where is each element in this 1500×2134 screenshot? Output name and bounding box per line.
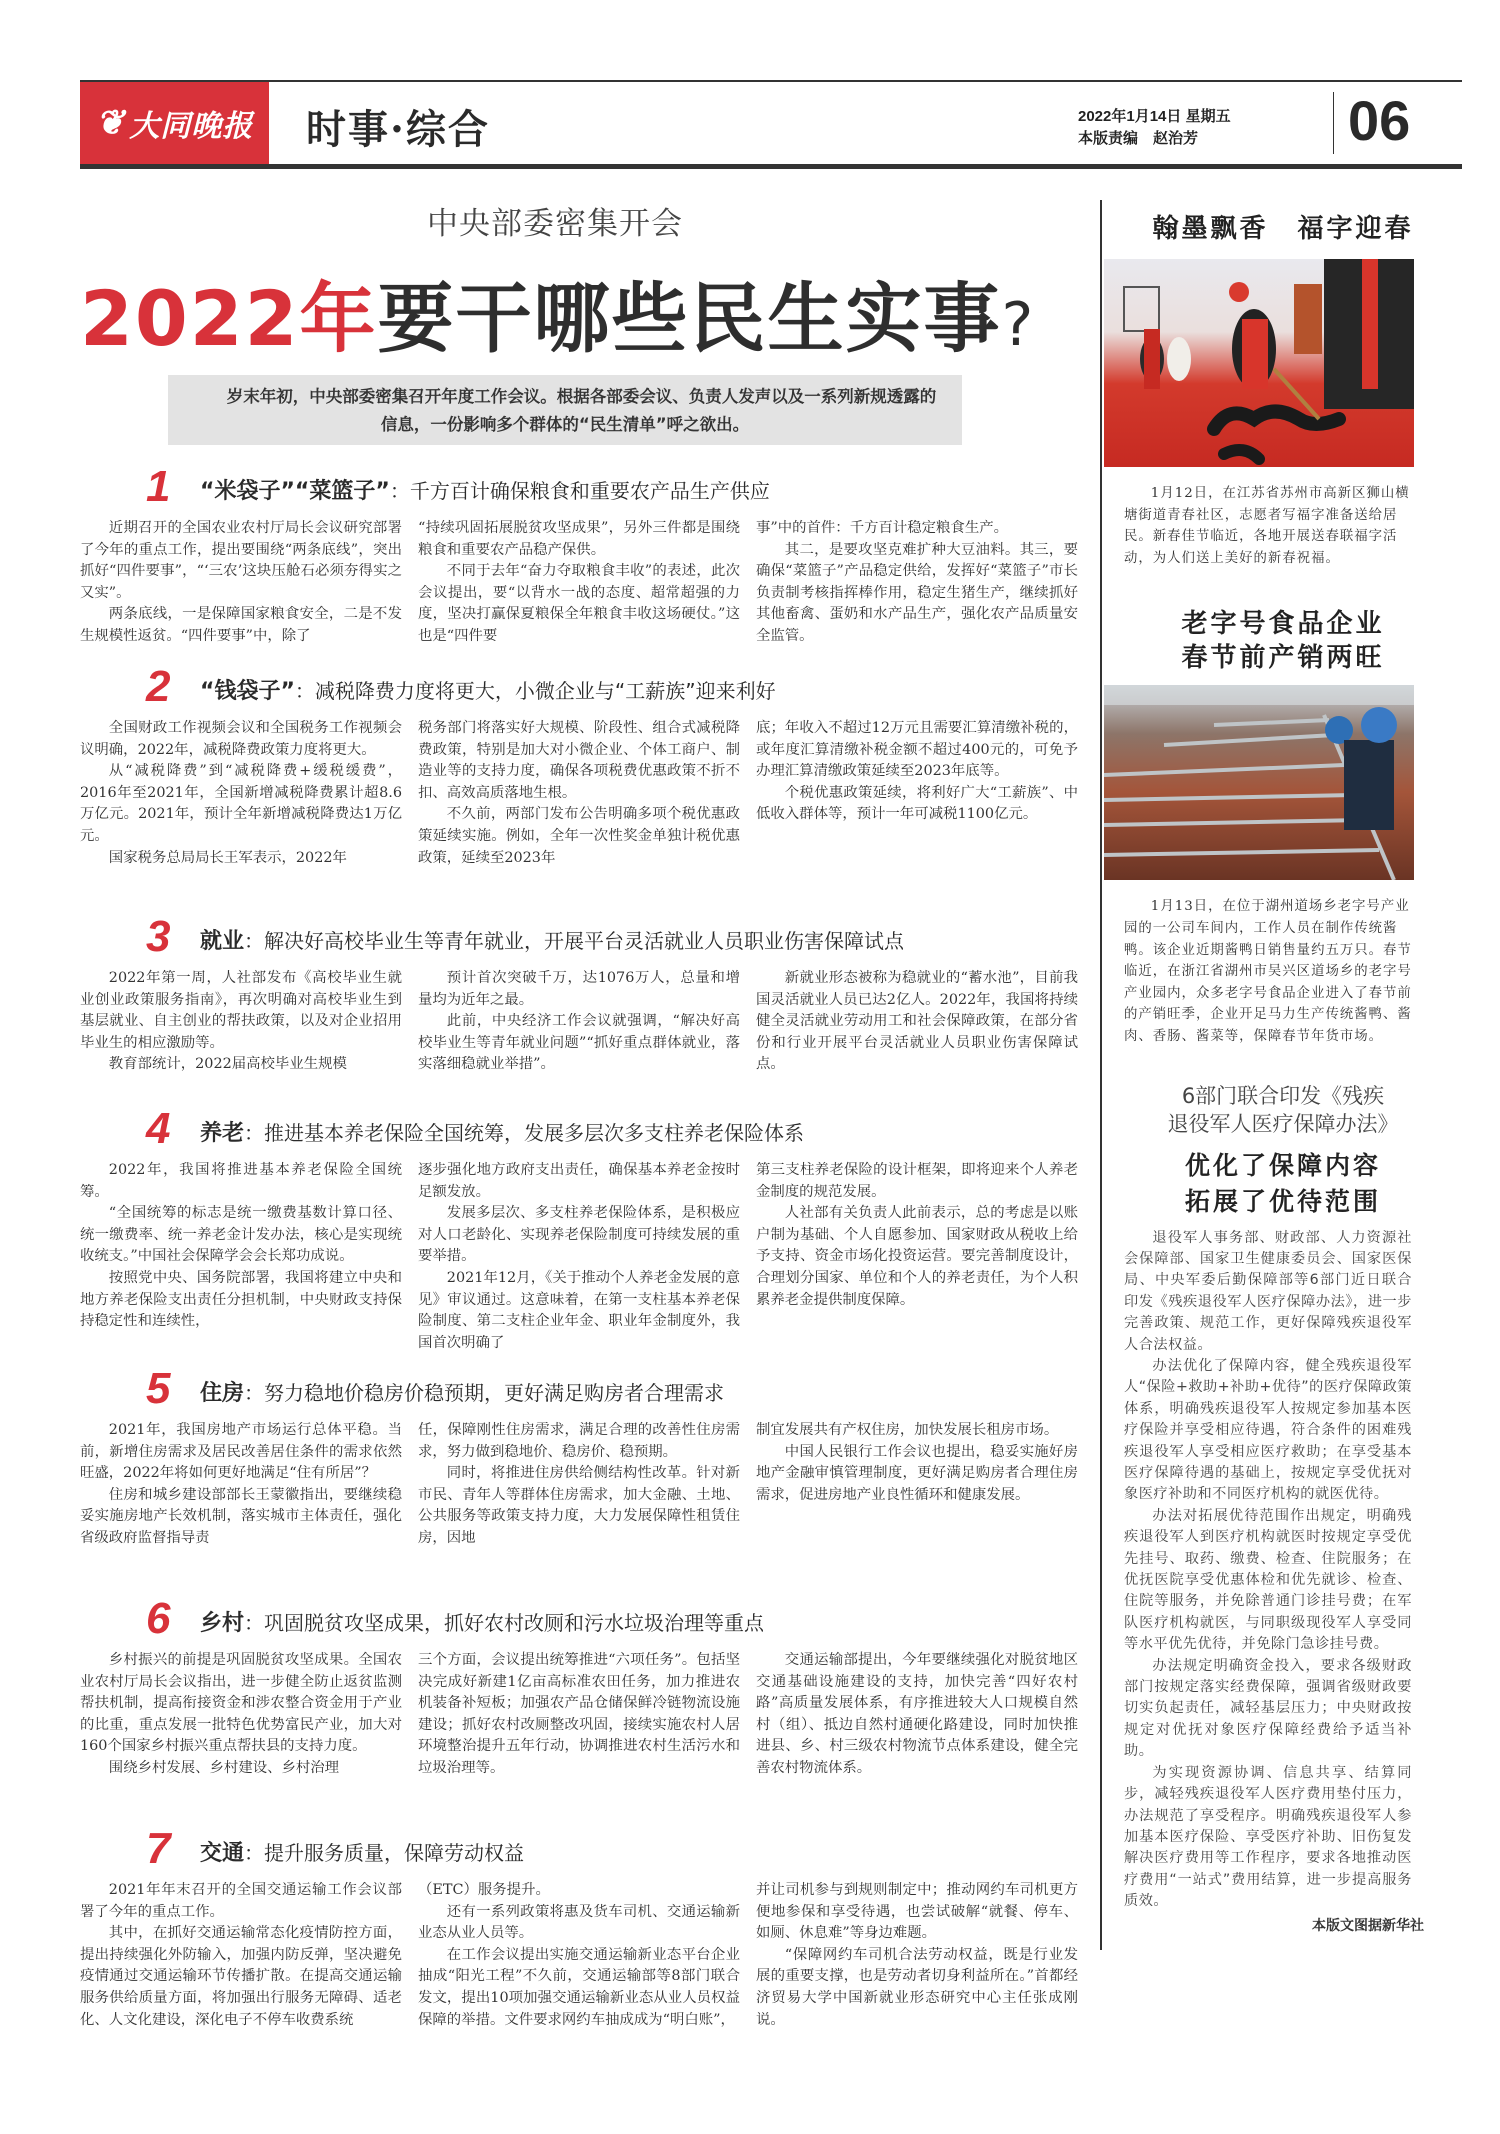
paragraph: 三个方面，会议提出统筹推进“六项任务”。包括坚决完成好新建1亿亩高标准农田任务，加力推进农机装备补短板；加强农产品仓储保鲜冷链物流设施建设；抓好农村改厕整改巩固，接续实施农村人居环境整治提升五年行动，协调推进农村生活污水和垃圾治理等。 bbox=[418, 1652, 740, 1776]
paragraph: 不同于去年“奋力夺取粮食丰收”的表述，此次会议提出，要“以背水一战的态度、超常超强的力度，坚决打赢保夏粮保全年粮食丰收这场硬仗。”这也是“四件要 bbox=[418, 563, 740, 644]
section-topic: 住房 bbox=[200, 1381, 245, 1406]
paragraph: 人社部有关负责人此前表示，总的考虑是以账户制为基础、个人自愿参加、国家财政从税收上给予支持、资金市场化投资运营。要完善制度设计，合理划分国家、单位和个人的养老责任，为个人积累养老金提供制度保障。 bbox=[756, 1205, 1078, 1308]
paragraph: 办法优化了保障内容，健全残疾退役军人“保险+救助+补助+优待”的医疗保障政策体系，明确残疾退役军人按规定参加基本医疗保险并享受相应待遇，符合条件的困难残疾退役军人享受相应医疗救助；在享受基本医疗保障待遇的基础上，按规定享受优抚对象医疗补助和不同医疗机构的就医优待。 bbox=[1124, 1357, 1412, 1503]
section-number: 6 bbox=[146, 1594, 171, 1643]
text-column bbox=[80, 1880, 402, 2031]
headline-kicker: 中央部委密集开会 bbox=[427, 206, 683, 242]
paragraph: 第三支柱养老保险的设计框架，即将迎来个人养老金制度的规范发展。 bbox=[756, 1162, 1078, 1200]
logo-text: 大同晚报 bbox=[129, 109, 254, 144]
section-title bbox=[200, 924, 904, 955]
story3-kicker bbox=[1102, 1082, 1464, 1138]
section-number: 1 bbox=[146, 462, 171, 511]
sidebar bbox=[1100, 200, 1464, 1950]
text-column bbox=[418, 518, 740, 648]
text-column bbox=[756, 1420, 1078, 1550]
paragraph: 办法规定明确资金投入，要求各级财政部门按规定落实经费保障，强调省级财政要切实负起责任，减轻基层压力；中央财政按规定对优抚对象医疗保障经费给予适当补助。 bbox=[1124, 1657, 1412, 1760]
title-line: 春节前产销两旺 bbox=[1181, 643, 1385, 674]
text-column bbox=[80, 518, 402, 648]
paragraph: 交通运输部提出，今年要继续强化对脱贫地区交通基础设施建设的支持，加快完善“四好农村路”高质量发展体系，有序推进较大人口规模自然村（组）、抵边自然村通硬化路建设，同时加快推进县、乡、村三级农村物流节点体系建设，健全完善农村物流体系。 bbox=[756, 1652, 1078, 1776]
paragraph: 2021年，我国房地产市场运行总体平稳。当前，新增住房需求及居民改善居住条件的需求依然旺盛，2022年将如何更好地满足“住有所居”？ bbox=[80, 1422, 402, 1482]
paragraph: 围绕乡村发展、乡村建设、乡村治理 bbox=[108, 1759, 340, 1776]
paragraph: 国家税务总局局长王军表示，2022年 bbox=[108, 849, 347, 866]
paragraph: 不久前，两部门发布公告明确多项个税优惠政策延续实施。例如，全年一次性奖金单独计税优惠政策，延续至2023年 bbox=[418, 806, 740, 866]
paragraph: 逐步强化地方政府支出责任，确保基本养老金按时足额发放。 bbox=[418, 1162, 740, 1200]
paragraph: 还有一系列政策将惠及货车司机、交通运输新业态从业人员等。 bbox=[418, 1903, 740, 1942]
divider bbox=[1333, 92, 1334, 154]
story2-title bbox=[1102, 607, 1464, 675]
calligraphy-photo[interactable] bbox=[1104, 259, 1414, 467]
story3-title bbox=[1102, 1148, 1464, 1220]
headline-year: 2022年 bbox=[80, 274, 378, 363]
section-subtitle: ：巩固脱贫攻坚成果，抓好农村改厕和污水垃圾治理等重点 bbox=[244, 1611, 765, 1635]
paragraph: 任，保障刚性住房需求，满足合理的改善性住房需求，努力做到稳地价、稳房价、稳预期。 bbox=[418, 1422, 740, 1460]
text-column bbox=[80, 1420, 402, 1550]
paragraph: 办法对拓展优待范围作出规定，明确残疾退役军人到医疗机构就医时按规定享受优先挂号、取药、缴费、检查、住院服务；在优抚医院享受优惠体检和优先就诊、检查、住院等服务，并免除普通门诊挂号费；在军队医疗机构就医，与同职级现役军人享受同等水平优先优待，并免除门急诊挂号费。 bbox=[1124, 1507, 1412, 1653]
text-column bbox=[756, 1650, 1078, 1780]
section-header bbox=[80, 1364, 1080, 1413]
paragraph: 教育部统计，2022届高校毕业生规模 bbox=[108, 1056, 347, 1073]
section-title bbox=[200, 474, 770, 505]
paragraph: 并让司机参与到规则制定中；推动网约车司机更方便地参保和享受待遇，也尝试破解“就餐、停车、如厕、休息难”等身边难题。 bbox=[756, 1882, 1078, 1942]
section-subtitle: ：提升服务质量，保障劳动权益 bbox=[244, 1841, 525, 1865]
title-line: 拓展了优待范围 bbox=[1184, 1186, 1381, 1216]
section-columns bbox=[80, 1650, 1080, 1780]
text-column bbox=[80, 968, 402, 1076]
paragraph: 两条底线，一是保障国家粮食安全，二是不发生规模性返贫。“四件要事”中，除了 bbox=[80, 606, 402, 644]
paragraph: 住房和城乡建设部部长王蒙徽指出，要继续稳妥实施房地产长效机制，落实城市主体责任，强化省级政府监督指导责 bbox=[80, 1486, 402, 1546]
paragraph: 底；年收入不超过12万元且需要汇算清缴补税的，或年度汇算清缴补税金额不超过400元的，可免予办理汇算清缴政策延续至2023年底等。 bbox=[756, 720, 1078, 780]
article-section bbox=[80, 912, 1080, 1076]
article-section bbox=[80, 1104, 1080, 1354]
article-section bbox=[80, 1364, 1080, 1550]
section-topic: “钱袋子” bbox=[200, 679, 295, 704]
text-column bbox=[418, 968, 740, 1076]
paragraph: 2021年12月，《关于推动个人养老金发展的意见》审议通过。这意味着，在第一支柱基本养老保险制度、第二支柱企业年金、职业年金制度外，我国首次明确了 bbox=[418, 1269, 740, 1351]
photo-credit: 本版文图据新华社 bbox=[1312, 1917, 1424, 1934]
paragraph: 乡村振兴的前提是巩固脱贫攻坚成果。全国农业农村厅局长会议指出，进一步健全防止返贫监测帮扶机制，提高衔接资金和涉农整合资金用于产业的比重，重点发展一批特色优势富民产业，加大对160个国家乡村振兴重点帮扶县的支持力度。 bbox=[80, 1652, 402, 1755]
kicker-line: 退役军人医疗保障办法》 bbox=[1167, 1111, 1399, 1136]
text-column bbox=[756, 968, 1078, 1076]
photo-illustration-icon bbox=[1104, 259, 1414, 467]
paragraph: 发展多层次、多支柱养老保险体系，是积极应对人口老龄化、实现养老保险制度可持续发展的重要举措。 bbox=[418, 1205, 740, 1265]
article-section bbox=[80, 462, 1080, 648]
dateline bbox=[1078, 106, 1231, 150]
story3-body bbox=[1124, 1228, 1412, 1913]
section-topic: 养老 bbox=[200, 1121, 245, 1146]
paragraph: 为实现资源协调、信息共享、结算同步，减轻残疾退役军人医疗费用垫付压力，办法规范了享受程序。明确残疾退役军人参加基本医疗保险、享受医疗补助、旧伤复发解决医疗费用等工作程序，要求各地推动医疗费用“一站式”费用结算，进一步提高服务质效。 bbox=[1124, 1764, 1412, 1910]
section-title bbox=[200, 1836, 524, 1867]
article-section bbox=[80, 1594, 1080, 1780]
section-columns bbox=[80, 968, 1080, 1076]
section-number: 3 bbox=[146, 912, 171, 961]
section-subtitle: ：减税降费力度将更大，小微企业与“工薪族”迎来利好 bbox=[294, 679, 776, 703]
section-columns bbox=[80, 718, 1080, 869]
text-column bbox=[418, 1880, 740, 2031]
photo-illustration-icon bbox=[1104, 685, 1414, 880]
paragraph: 近期召开的全国农业农村厅局长会议研究部署了今年的重点工作，提出要围绕“两条底线”，突出抓好“四件要事”，“‘三农’这块压舱石必须夯得实之又实”。 bbox=[80, 520, 402, 601]
section-subtitle: ：推进基本养老保险全国统筹，发展多层次多支柱养老保险体系 bbox=[244, 1121, 805, 1145]
paragraph: 制宜发展共有产权住房，加快发展长租房市场。 bbox=[756, 1422, 1059, 1438]
article-section bbox=[80, 662, 1080, 869]
paragraph: 全国财政工作视频会议和全国税务工作视频会议明确，2022年，减税降费政策力度将更大。 bbox=[80, 720, 402, 758]
paragraph: 2022年第一周，人社部发布《高校毕业生就业创业政策服务指南》，再次明确对高校毕业生到基层就业、自主创业的帮扶政策，以及对企业招用毕业生的相应激励等。 bbox=[80, 970, 402, 1051]
text-column bbox=[80, 1650, 402, 1780]
paragraph: 2022年，我国将推进基本养老保险全国统筹。 bbox=[80, 1162, 402, 1200]
text-column bbox=[418, 718, 740, 869]
section-header bbox=[80, 912, 1080, 961]
text-column bbox=[418, 1420, 740, 1550]
section-number: 2 bbox=[146, 662, 171, 711]
section-columns bbox=[80, 518, 1080, 648]
text-column bbox=[756, 518, 1078, 648]
text-column bbox=[418, 1650, 740, 1780]
section-topic: 就业 bbox=[200, 929, 245, 954]
paragraph: 从“减税降费”到“减税降费+缓税缓费”，2016年至2021年，全国新增减税降费累计超8.6万亿元。2021年，预计全年新增减税降费达1万亿元。 bbox=[80, 763, 402, 844]
paragraph: “持续巩固拓展脱贫攻坚成果”，另外三件都是围绕粮食和重要农产品稳产保供。 bbox=[418, 520, 740, 558]
section-header bbox=[80, 662, 1080, 711]
paragraph: 退役军人事务部、财政部、人力资源社会保障部、国家卫生健康委员会、国家医保局、中央军委后勤保障部等6部门近日联合印发《残疾退役军人医疗保障办法》，进一步完善政策、规范工作，更好保障残疾退役军人合法权益。 bbox=[1124, 1229, 1412, 1353]
text-column bbox=[756, 1160, 1078, 1354]
newspaper-logo[interactable] bbox=[80, 82, 269, 164]
text-column bbox=[80, 718, 402, 869]
section-subtitle: ：千方百计确保粮食和重要农产品生产供应 bbox=[389, 479, 770, 503]
paragraph: 同时，将推进住房供给侧结构性改革。针对新市民、青年人等群体住房需求，加大金融、土地、公共服务等政策支持力度，大力发展保障性租赁住房，因地 bbox=[418, 1465, 740, 1546]
paragraph: 其中，在抓好交通运输常态化疫情防控方面，提出持续强化外防输入，加强内防反弹，坚决避免疫情通过交通运输环节传播扩散。在提高交通运输服务供给质量方面，将加强出行服务无障碍、适老化、人文化建设，深化电子不停车收费系统 bbox=[80, 1925, 402, 2028]
section-header bbox=[80, 1594, 1080, 1643]
section-title bbox=[200, 1116, 804, 1147]
section-columns bbox=[80, 1160, 1080, 1354]
section-header bbox=[80, 1824, 1080, 1873]
title-line: 老字号食品企业 bbox=[1181, 609, 1385, 640]
section-header bbox=[80, 1104, 1080, 1153]
section-topic: 乡村 bbox=[200, 1611, 245, 1636]
caption-text: 1月13日，在位于湖州道场乡老字号产业园的一公司车间内，工作人员在制作传统酱鸭。该企业近期酱鸭日销售量约五万只。春节临近，在浙江省湖州市吴兴区道场乡的老字号产业园内，众多老字号食品企业进入了春节前的产销旺季，企业开足马力生产传统酱鸭、酱肉、香肠、酱菜等，保障春节年货市场。 bbox=[1124, 899, 1412, 1044]
section-subtitle: ：解决好高校毕业生等青年就业，开展平台灵活就业人员职业伤害保障试点 bbox=[244, 929, 905, 953]
story1-caption bbox=[1124, 483, 1412, 569]
section-topic: 交通 bbox=[200, 1841, 245, 1866]
section-title bbox=[200, 1606, 764, 1637]
paragraph: “全国统筹的标志是统一缴费基数计算口径、统一缴费率、统一养老金计发办法，核心是实现统收统支。”中国社会保障学会会长郑功成说。 bbox=[80, 1205, 402, 1265]
text-column bbox=[756, 1880, 1078, 2031]
lead-paragraph bbox=[168, 375, 962, 445]
paragraph: 其二，是要攻坚克难扩种大豆油料。其三，要确保“菜篮子”产品稳定供给，发挥好“菜篮子”市长负责制考核指挥棒作用，稳定生猪生产，继续抓好其他畜禽、蛋奶和水产品生产，强化农产品质量安全监管。 bbox=[756, 541, 1078, 644]
paragraph: （ETC）服务提升。 bbox=[418, 1882, 550, 1898]
section-columns bbox=[80, 1880, 1080, 2031]
section-subtitle: ：努力稳地价稳房价稳预期，更好满足购房者合理需求 bbox=[244, 1381, 725, 1405]
headline-main: 要干哪些民生实事 bbox=[377, 274, 1002, 363]
section-topic: “米袋子”“菜篮子” bbox=[200, 479, 390, 504]
section-columns bbox=[80, 1420, 1080, 1550]
story2-caption bbox=[1124, 896, 1412, 1047]
title-line: 优化了保障内容 bbox=[1184, 1150, 1381, 1180]
page-editor: 本版责编 赵治芳 bbox=[1078, 130, 1199, 147]
section-number: 5 bbox=[146, 1364, 171, 1413]
paragraph: 按照党中央、国务院部署，我国将建立中央和地方养老保险支出责任分担机制，中央财政支持保持稳定性和连续性， bbox=[80, 1269, 402, 1330]
section-title bbox=[200, 674, 776, 705]
lead-text: 岁末年初，中央部委密集召开年度工作会议。根据各部委会议、负责人发声以及一系列新规透露的信息，一份影响多个群体的“民生清单”呼之欲出。 bbox=[226, 387, 937, 434]
issue-date: 2022年1月14日 星期五 bbox=[1078, 108, 1231, 125]
paragraph: 预计首次突破千万，达1076万人，总量和增量均为近年之最。 bbox=[418, 970, 740, 1008]
paragraph: 税务部门将落实好大规模、阶段性、组合式减税降费政策，特别是加大对小微企业、个体工商户、制造业等的支持力度，确保各项税费优惠政策不折不扣、高效高质落地生根。 bbox=[418, 720, 740, 801]
paragraph: 2021年年末召开的全国交通运输工作会议部署了今年的重点工作。 bbox=[80, 1882, 402, 1920]
page-headline bbox=[80, 258, 1080, 367]
article-section bbox=[80, 1824, 1080, 2031]
headline-question-mark: ? bbox=[1001, 290, 1036, 360]
text-column bbox=[756, 718, 1078, 869]
page-number: 06 bbox=[1348, 89, 1411, 152]
story1-title: 翰墨飘香 福字迎春 bbox=[1152, 214, 1414, 244]
masthead bbox=[80, 80, 1462, 169]
section-title bbox=[200, 1376, 724, 1407]
text-column bbox=[418, 1160, 740, 1354]
section-number: 4 bbox=[146, 1104, 171, 1153]
paragraph: 此前，中央经济工作会议就强调，“解决好高校毕业生等青年就业问题”“抓好重点群体就业，落实落细稳就业举措”。 bbox=[418, 1013, 740, 1073]
paragraph: “保障网约车司机合法劳动权益，既是行业发展的重要支撑，也是劳动者切身利益所在。”首都经济贸易大学中国新就业形态研究中心主任张成刚说。 bbox=[756, 1946, 1078, 2028]
flame-icon: ❦ bbox=[95, 103, 126, 143]
section-number: 7 bbox=[146, 1824, 171, 1873]
paragraph: 在工作会议提出实施交通运输新业态平台企业抽成“阳光工程”不久前，交通运输部等8部门联合发文，提出10项加强交通运输新业态从业人员权益保障的举措。文件要求网约车抽成成为“明白账”， bbox=[418, 1946, 740, 2028]
paragraph: 新就业形态被称为稳就业的“蓄水池”，目前我国灵活就业人员已达2亿人。2022年，我国将持续健全灵活就业劳动用工和社会保障政策，在部分省份和行业开展平台灵活就业人员职业伤害保障试点。 bbox=[756, 970, 1078, 1073]
kicker-line: 6部门联合印发《残疾 bbox=[1181, 1083, 1385, 1108]
caption-text: 1月12日，在江苏省苏州市高新区狮山横塘街道青春社区，志愿者写福字准备送给居民。新春佳节临近，各地开展送春联福字活动，为人们送上美好的新春祝福。 bbox=[1124, 486, 1410, 566]
sauce-duck-photo[interactable] bbox=[1104, 685, 1414, 880]
text-column bbox=[80, 1160, 402, 1354]
section-header bbox=[80, 462, 1080, 511]
paragraph: 中国人民银行工作会议也提出，稳妥实施好房地产金融审慎管理制度，更好满足购房者合理住房需求，促进房地产业良性循环和健康发展。 bbox=[756, 1443, 1078, 1503]
paragraph: 事”中的首件：千方百计稳定粮食生产。 bbox=[756, 520, 1008, 536]
section-name: 时事·综合 bbox=[306, 106, 490, 153]
paragraph: 个税优惠政策延续，将利好广大“工薪族”、中低收入群体等，预计一年可减税1100亿元。 bbox=[756, 784, 1078, 823]
